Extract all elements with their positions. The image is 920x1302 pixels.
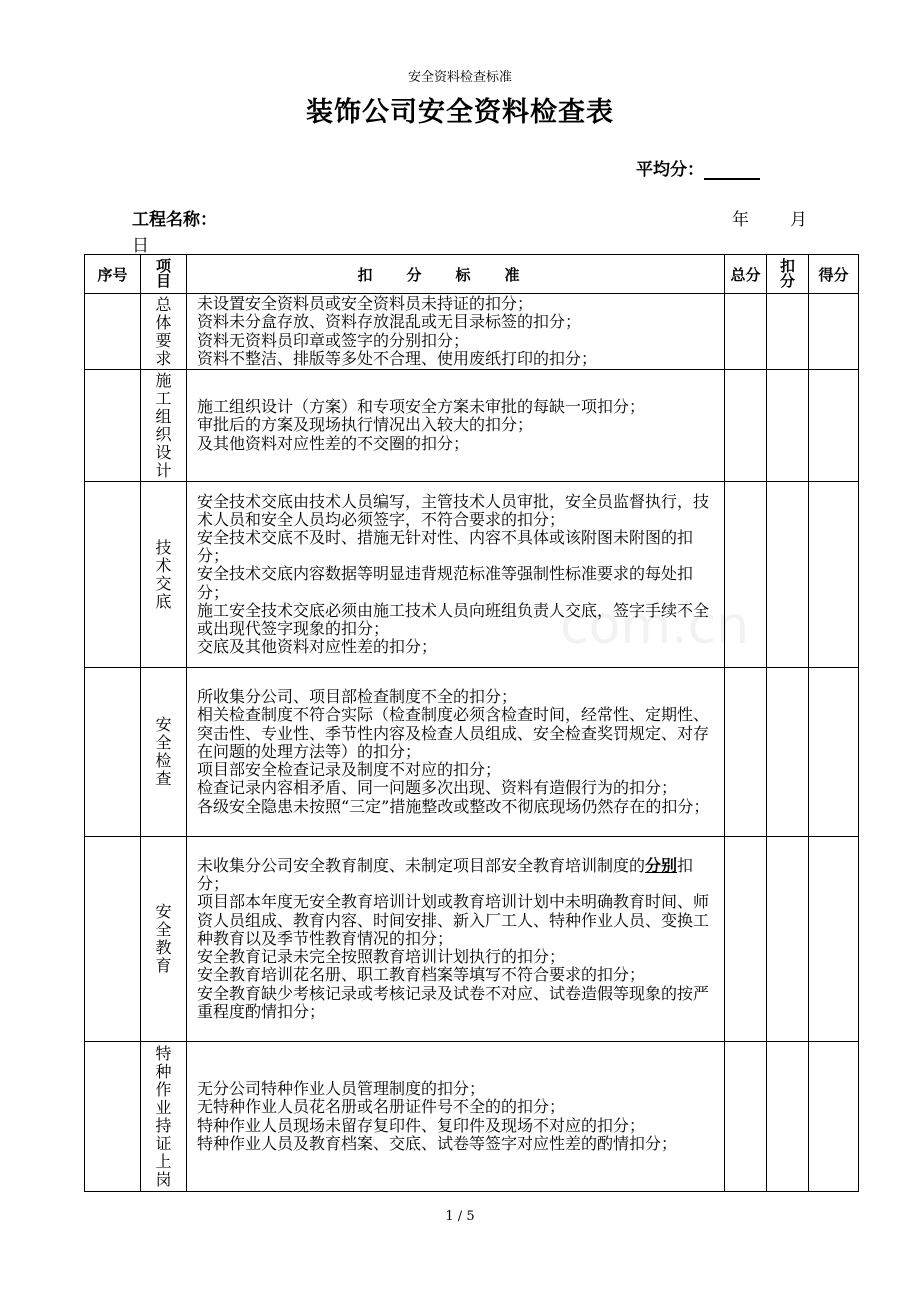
cell-no xyxy=(85,370,141,482)
table-header-row xyxy=(85,255,859,294)
criteria-text: 扣分； xyxy=(197,856,694,894)
criteria-line: 特种作业人员及教育档案、交底、试卷等签字对应性差的酌情扣分； xyxy=(197,1133,678,1153)
criteria-line: 检查记录内容相矛盾、同一问题多次出现、资料有造假行为的扣分； xyxy=(197,778,678,798)
cell-deduct[interactable] xyxy=(767,837,809,1042)
item-label: 总 体 要 求 xyxy=(155,294,172,368)
cell-no xyxy=(85,294,141,370)
cell-deduct[interactable] xyxy=(767,668,809,837)
cell-score[interactable] xyxy=(809,482,859,668)
average-score-blank xyxy=(704,162,760,180)
header-criteria-text: 扣分标准 xyxy=(357,265,554,284)
average-score-field xyxy=(636,155,760,180)
header-deduct xyxy=(767,255,809,294)
criteria-line: 安全技术交底由技术人员编写，主管技术人员审批，安全员监督执行，技术人员和安全人员均必须签字，不符合要求的扣分； xyxy=(197,491,710,529)
criteria-line: 未设置安全资料员或安全资料员未持证的扣分； xyxy=(197,294,534,314)
cell-no xyxy=(85,668,141,837)
page-number: 1 / 5 xyxy=(445,1209,475,1224)
table-row xyxy=(85,837,859,1042)
header-item xyxy=(141,255,187,294)
criteria-line: 安全教育缺少考核记录或考核记录及试卷不对应、试卷造假等现象的按严重程度酌情扣分； xyxy=(197,983,710,1021)
cell-score[interactable] xyxy=(809,668,859,837)
header-no: 序号 xyxy=(85,255,141,294)
cell-item xyxy=(141,668,187,837)
criteria-line: 安全技术交底内容数据等明显违背规范标准等强制性标准要求的每处扣分； xyxy=(197,564,694,602)
header-item-text: 项 目 xyxy=(155,257,171,290)
table-row xyxy=(85,370,859,482)
criteria-line: 资料不整洁、排版等多处不合理、使用废纸打印的扣分； xyxy=(197,348,598,368)
cell-score[interactable] xyxy=(809,294,859,370)
cell-score[interactable] xyxy=(809,1042,859,1192)
cell-total[interactable] xyxy=(725,370,767,482)
header-criteria xyxy=(187,255,725,294)
cell-total[interactable] xyxy=(725,1042,767,1192)
cell-item xyxy=(141,837,187,1042)
criteria-emphasis: 分别 xyxy=(645,856,678,876)
criteria-line: 交底及其他资料对应性差的扣分； xyxy=(197,637,438,657)
cell-no xyxy=(85,482,141,668)
cell-deduct[interactable] xyxy=(767,482,809,668)
criteria-line: 项目部本年度无安全教育培训计划或教育培训计划中未明确教育时间、师资人员组成、教育内容、时间安排、新入厂工人、特种作业人员、变换工种教育以及季节性教育情况的扣分； xyxy=(197,892,710,948)
cell-criteria xyxy=(187,482,725,668)
cell-total[interactable] xyxy=(725,668,767,837)
table-row xyxy=(85,294,859,370)
cell-deduct[interactable] xyxy=(767,370,809,482)
criteria-line: 及其他资料对应性差的不交圈的扣分； xyxy=(197,433,470,453)
cell-item xyxy=(141,1042,187,1192)
date-day: 日 xyxy=(132,236,149,256)
inspection-table xyxy=(84,254,859,1192)
cell-no xyxy=(85,1042,141,1192)
table-row xyxy=(85,668,859,837)
header-total: 总分 xyxy=(725,255,767,294)
cell-no xyxy=(85,837,141,1042)
criteria-line: 安全教育记录未完全按照教育培训计划执行的扣分； xyxy=(197,947,566,967)
watermark: com.cn xyxy=(560,596,750,656)
cell-deduct[interactable] xyxy=(767,1042,809,1192)
cell-total[interactable] xyxy=(725,837,767,1042)
criteria-line: 无特种作业人员花名册或名册证件号不全的的扣分； xyxy=(197,1097,566,1117)
table-row xyxy=(85,482,859,668)
cell-score[interactable] xyxy=(809,370,859,482)
criteria-line: 特种作业人员现场未留存复印件、复印件及现场不对应的扣分； xyxy=(197,1115,646,1135)
cell-total[interactable] xyxy=(725,482,767,668)
cell-item xyxy=(141,370,187,482)
criteria-line: 审批后的方案及现场执行情况出入较大的扣分； xyxy=(197,415,534,435)
cell-deduct[interactable] xyxy=(767,294,809,370)
item-label: 技 术 交 底 xyxy=(155,537,172,611)
header-score: 得分 xyxy=(809,255,859,294)
cell-item xyxy=(141,294,187,370)
criteria-line: 施工组织设计（方案）和专项安全方案未审批的每缺一项扣分； xyxy=(197,397,646,417)
project-name-label: 工程名称： xyxy=(132,210,217,230)
cell-total[interactable] xyxy=(725,294,767,370)
criteria-text: 未收集分公司安全教育制度、未制定项目部安全教育培训制度的 xyxy=(197,856,646,876)
date-year: 年 xyxy=(732,210,749,230)
criteria-line: 相关检查制度不符合实际（检查制度必须含检查时间，经常性、定期性、突击性、专业性、季节性内容及检查人员组成、安全检查奖罚规定、对存在问题的处理方法等）的扣分； xyxy=(197,705,710,761)
cell-criteria xyxy=(187,1042,725,1192)
criteria-line: 资料未分盒存放、资料存放混乱或无目录标签的扣分； xyxy=(197,312,582,332)
criteria-line: 资料无资料员印章或签字的分别扣分； xyxy=(197,330,470,350)
cell-criteria xyxy=(187,837,725,1042)
header-deduct-text: 扣 分 xyxy=(779,257,795,290)
item-label: 安 全 教 育 xyxy=(155,902,172,975)
average-score-label: 平均分： xyxy=(636,160,704,180)
criteria-line: 施工安全技术交底必须由施工技术人员向班组负责人交底，签字手续不全或出现代签字现象的扣分； xyxy=(197,600,710,638)
criteria-line: 各级安全隐患未按照“三定”措施整改或整改不彻底现场仍然存在的扣分； xyxy=(197,796,710,816)
cell-criteria xyxy=(187,668,725,837)
criteria-line: 安全教育培训花名册、职工教育档案等填写不符合要求的扣分； xyxy=(197,965,646,985)
page-title: 装饰公司安全资料检查表 xyxy=(306,97,614,128)
document-header: 安全资料检查标准 xyxy=(407,70,512,85)
criteria-line: 所收集分公司、项目部检查制度不全的扣分； xyxy=(197,687,518,707)
date-month: 月 xyxy=(790,210,807,230)
cell-criteria xyxy=(187,294,725,370)
cell-criteria xyxy=(187,370,725,482)
criteria-line: 项目部安全检查记录及制度不对应的扣分； xyxy=(197,760,502,780)
item-label: 施 工 组 织 设 计 xyxy=(155,370,172,480)
cell-item xyxy=(141,482,187,668)
item-label: 安 全 检 查 xyxy=(155,715,172,788)
criteria-line: 安全技术交底不及时、措施无针对性、内容不具体或该附图未附图的扣分； xyxy=(197,527,694,566)
criteria-line: 无分公司特种作业人员管理制度的扣分； xyxy=(197,1079,486,1099)
item-label: 特 种 作 业 持 证 上 岗 xyxy=(155,1043,172,1189)
table-row xyxy=(85,1042,859,1192)
cell-score[interactable] xyxy=(809,837,859,1042)
criteria-line xyxy=(197,857,718,893)
